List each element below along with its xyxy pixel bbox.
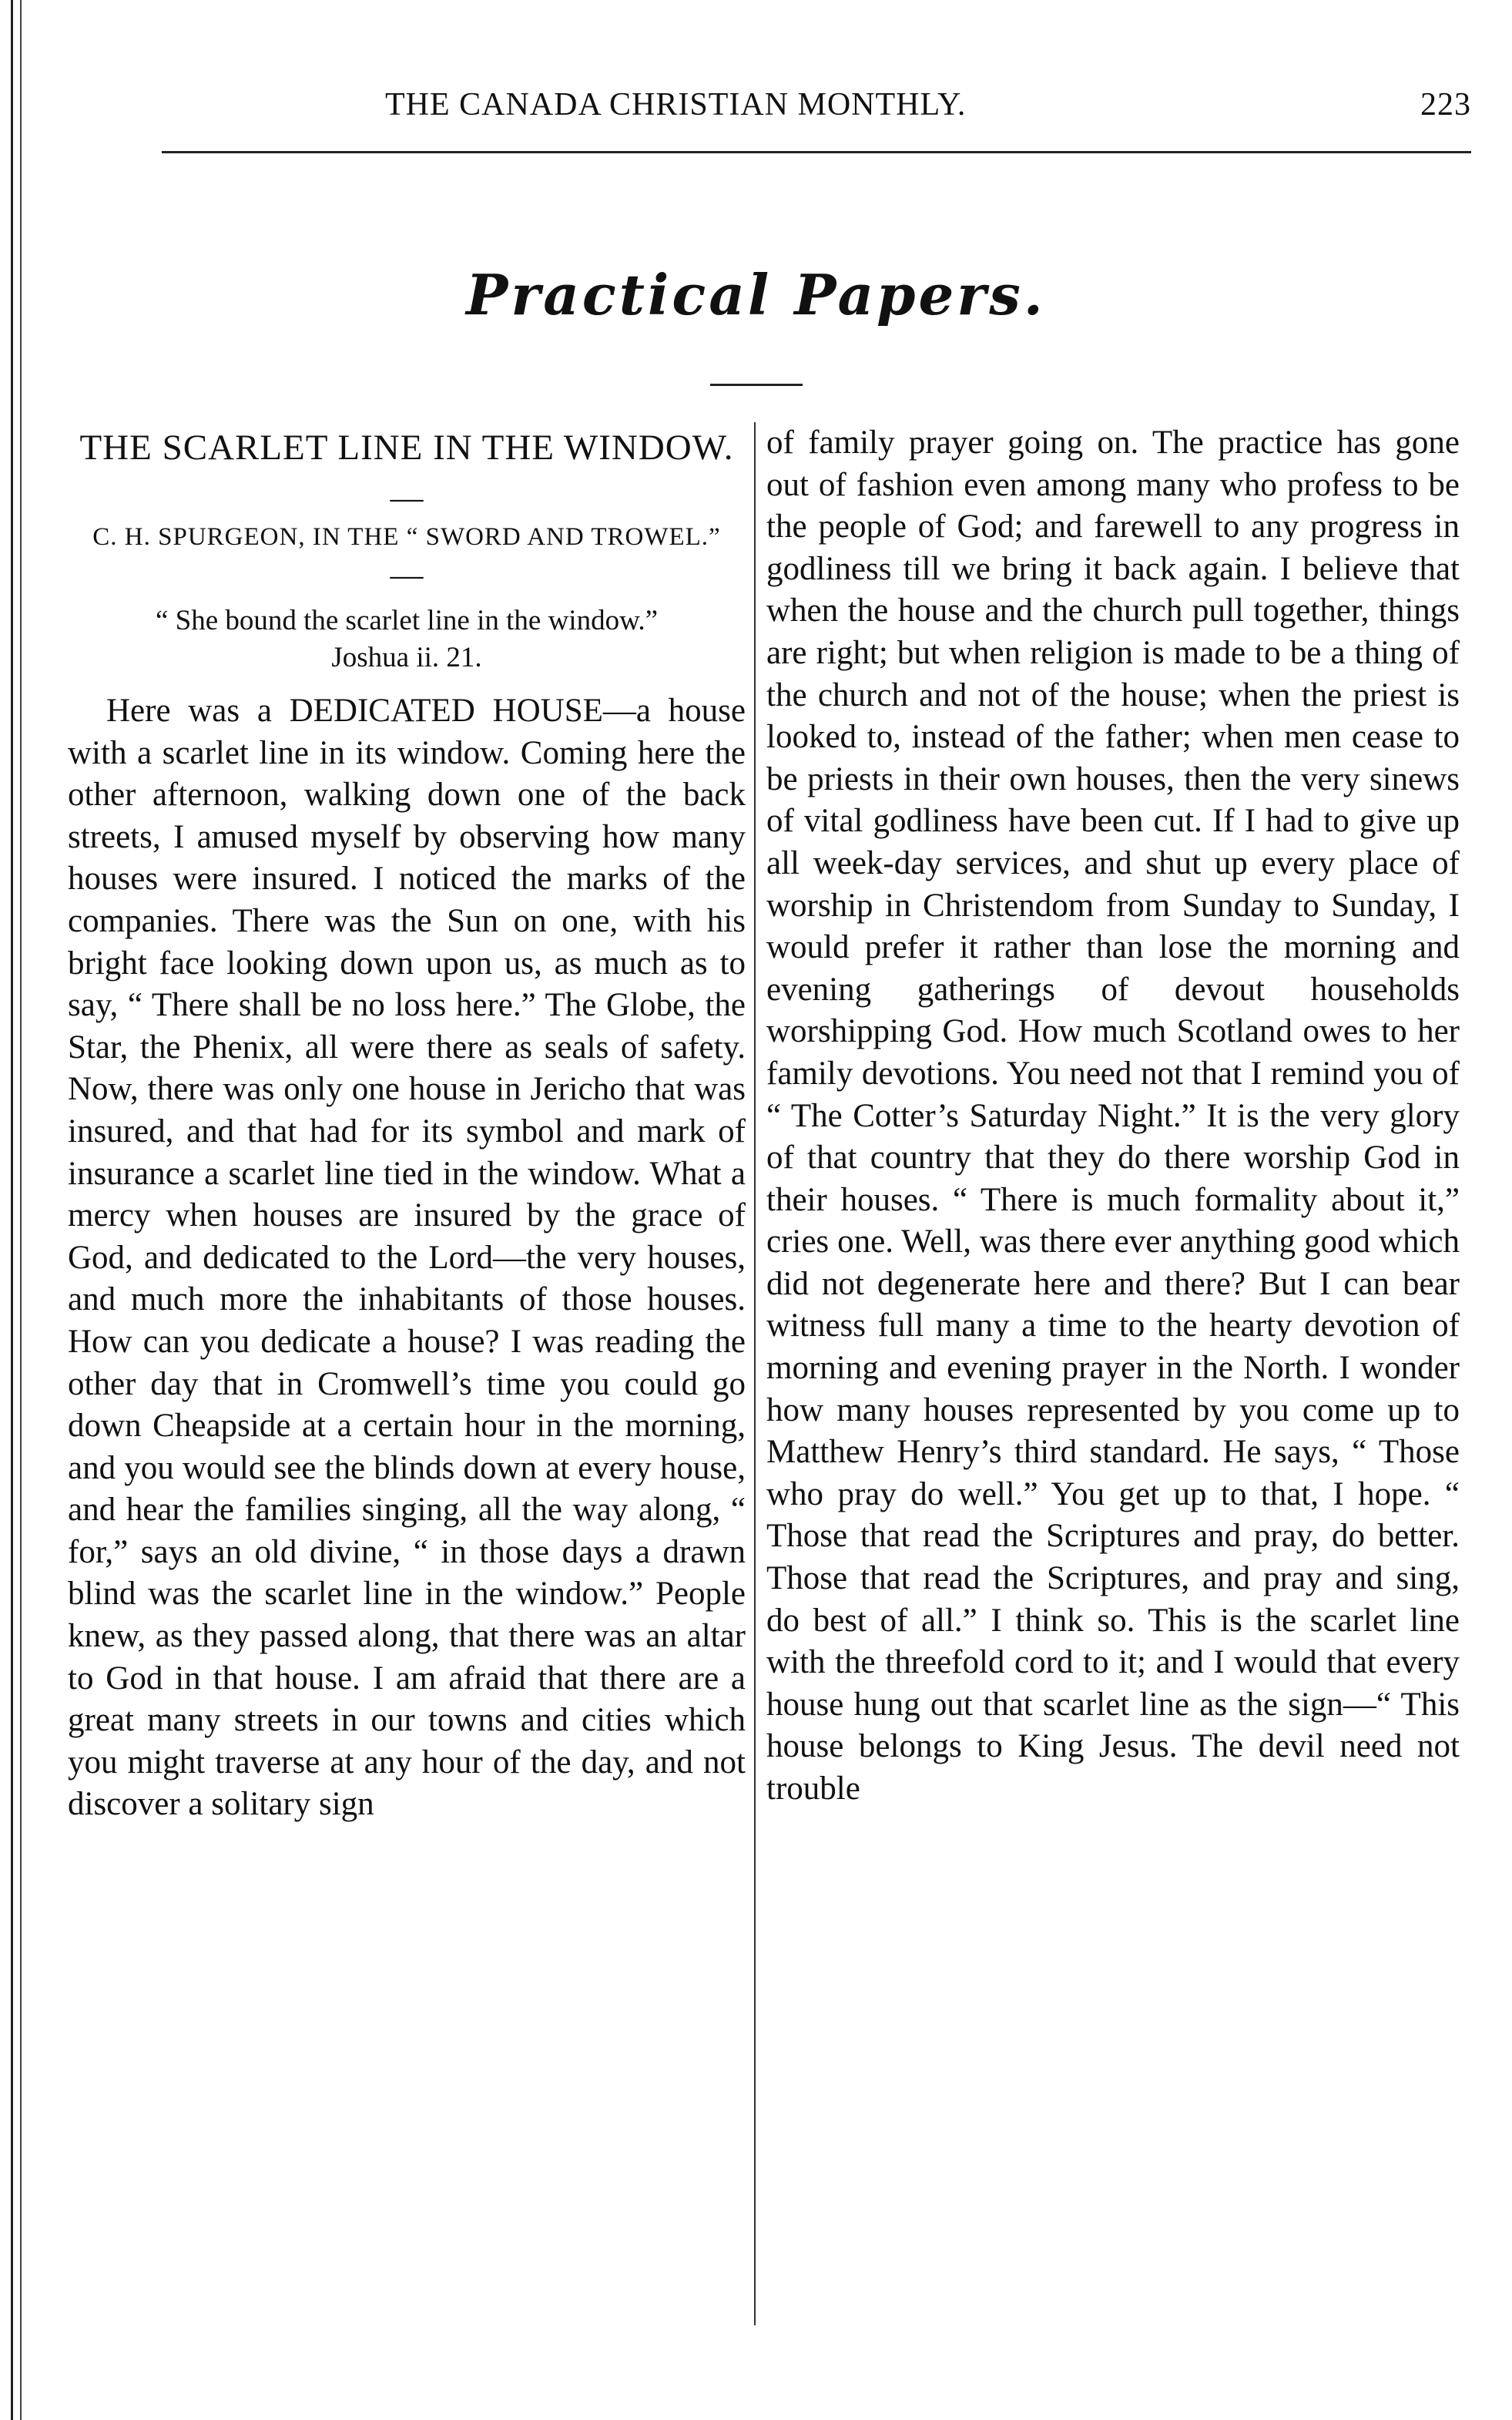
title-dash: — bbox=[390, 480, 424, 516]
binding-edge-inner bbox=[20, 0, 22, 2420]
page-number: 223 bbox=[1420, 87, 1471, 123]
column-divider bbox=[754, 422, 756, 2325]
section-rule bbox=[710, 384, 803, 386]
article-body-right: of family prayer going on. The practice has gone out of fashion even among many who profess to be the people of God; and farewell to any progress in godliness till we bring it back again. I believe that when the house and the church pull together, things are right; but when religion is made to be a thing of the church and not of the house; when the priest is looked to, instead of the father; when men cease to be priests in their own houses, then the very sinews of vital godliness have been cut. If I had to give up all week-day services, and shut up every place of worship in Christendom from Sunday to Sunday, I would prefer it rather than lose the morning and evening gatherings of devout households worshipping God. How much Scotland owes to her family devotions. You need not that I remind you of “ The Cotter’s Saturday Night.” It is the very glory of that country that they do there worship God in their houses. “ There is much formality about it,” cries one. Well, was there ever anything good which did not degenerate here and there? But I can bear witness full many a time to the hearty devotion of morning and evening prayer in the North. I wonder how many houses represented by you come up to Matthew Henry’s third standard. He says, “ Those who pray do well.” You get up to that, I hope. “ Those that read the Scriptures and pray, do better. Those that read the Scriptures, and pray and sing, do best of all.” I think so. This is the scarlet line with the threefold cord to it; and I would that every house hung out that scarlet line as the sign—“ This house belongs to King Jesus. The devil need not trouble bbox=[766, 425, 1460, 1807]
article-byline: C. H. SPURGEON, IN THE “ SWORD AND TROWEL.” bbox=[92, 523, 721, 551]
running-header bbox=[377, 86, 1471, 140]
article-title: THE SCARLET LINE IN THE WINDOW. bbox=[79, 428, 734, 468]
left-column bbox=[68, 422, 746, 1826]
right-column bbox=[766, 422, 1460, 1811]
article-body-left: Here was a DEDICATED HOUSE—a house with a scarlet line in its window. Coming here the other afternoon, walking down one of the back streets, I amused myself by observing how many houses were insured. I noticed the marks of the companies. There was the Sun on one, with his bright face looking down upon us, as much as to say, “ There shall be no loss here.” The Globe, the Star, the Phenix, all were there as seals of safety. Now, there was only one house in Jericho that was insured, and that had for its symbol and mark of insurance a scarlet line tied in the window. What a mercy when houses are insured by the grace of God, and dedicated to the Lord—the very houses, and much more the inhabitants of those houses. How can you dedicate a house? I was reading the other day that in Cromwell’s time you could go down Cheapside at a certain hour in the morning, and you would see the blinds down at every house, and hear the families singing, all the way along, “ for,” says an old divine, “ in those days a drawn blind was the scarlet line in the window.” People knew, as they passed along, that there was an altar to God in that house. I am afraid that there are a great many streets in our towns and cities which you might traverse at any hour of the day, and not discover a solitary sign bbox=[68, 693, 746, 1823]
binding-edge bbox=[11, 0, 13, 2420]
epigraph: “ She bound the scarlet line in the window.” bbox=[155, 605, 659, 636]
byline-dash: — bbox=[390, 557, 424, 593]
header-rule bbox=[162, 151, 1471, 153]
section-title: Practical Papers. bbox=[466, 262, 1046, 327]
epigraph-reference: Joshua ii. 21. bbox=[331, 642, 482, 673]
journal-title: THE CANADA CHRISTIAN MONTHLY. bbox=[385, 87, 967, 123]
